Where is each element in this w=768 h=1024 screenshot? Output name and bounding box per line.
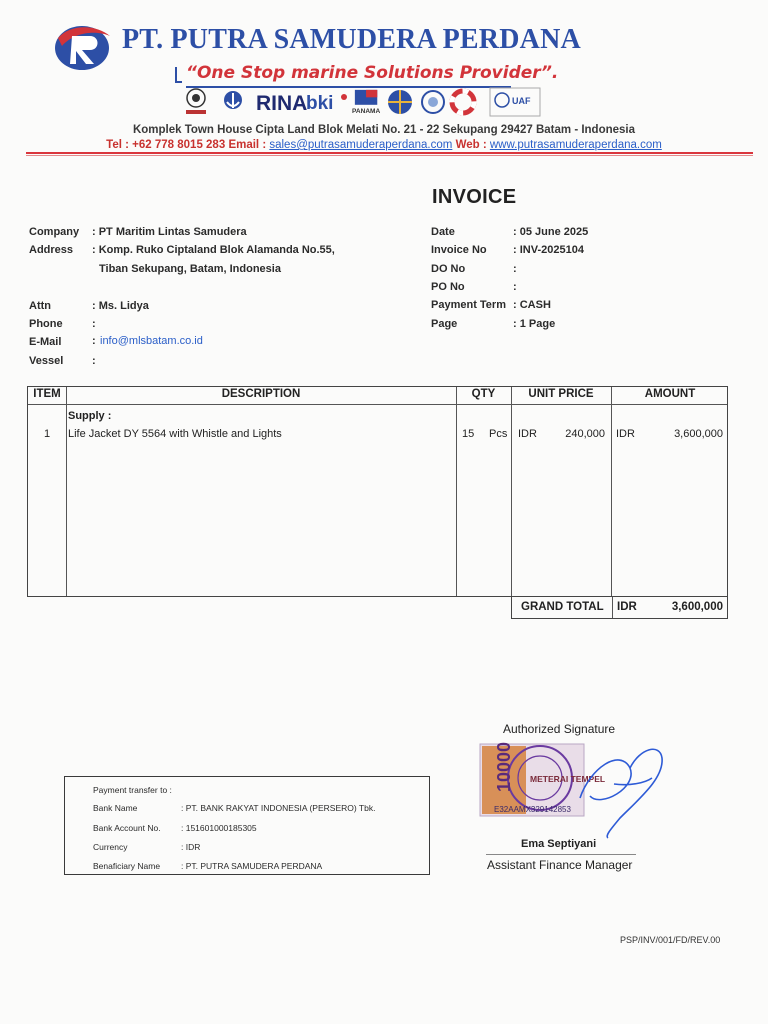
row-unit-price: 240,000 bbox=[565, 428, 605, 440]
page-label: Page bbox=[431, 318, 458, 330]
header-divider-thin bbox=[26, 155, 753, 156]
currency-label: Currency bbox=[93, 842, 128, 852]
col-header-amount: AMOUNT bbox=[644, 388, 696, 400]
panama-logo bbox=[350, 88, 384, 116]
beneficiary-name: : PT. PUTRA SAMUDERA PERDANA bbox=[181, 861, 323, 871]
do-number: : bbox=[513, 263, 517, 275]
bank-name-label: Bank Name bbox=[93, 803, 138, 813]
signer-title: Assistant Finance Manager bbox=[487, 858, 633, 872]
customer-vessel: : bbox=[92, 355, 96, 367]
phone-label: Phone bbox=[29, 318, 63, 330]
bki-logo bbox=[306, 88, 348, 116]
customer-address-line2: Tiban Sekupang, Batam, Indonesia bbox=[99, 263, 281, 275]
row-unit: Pcs bbox=[489, 428, 508, 440]
email-label: Email : bbox=[228, 139, 267, 151]
ri-na-logo bbox=[256, 88, 308, 116]
table-col-divider bbox=[66, 387, 67, 596]
invoice-no-label: Invoice No bbox=[431, 244, 487, 256]
company-logo-icon bbox=[52, 20, 114, 72]
bank-name: : PT. BANK RAKYAT INDONESIA (PERSERO) Tbk. bbox=[181, 803, 376, 813]
table-col-divider bbox=[456, 387, 457, 596]
col-header-unit-price: UNIT PRICE bbox=[528, 388, 594, 400]
section-label: Supply : bbox=[68, 410, 112, 422]
beneficiary-label: Benaficiary Name bbox=[93, 861, 161, 871]
stamp-value: 10000 bbox=[494, 741, 514, 792]
grand-total-amount: 3,600,000 bbox=[671, 601, 723, 613]
customer-company: : PT Maritim Lintas Samudera bbox=[92, 226, 247, 238]
items-table bbox=[27, 386, 728, 597]
table-header-rule bbox=[28, 404, 727, 405]
anchor-emblem-icon bbox=[218, 88, 248, 116]
company-contact-line bbox=[0, 139, 768, 151]
authorized-signature-label: Authorized Signature bbox=[503, 722, 616, 736]
ias-logo bbox=[490, 88, 540, 116]
customer-attn: : Ms. Lidya bbox=[92, 300, 149, 312]
row-description: Life Jacket DY 5564 with Whistle and Lights bbox=[68, 428, 282, 440]
classification-seal-icon bbox=[184, 88, 208, 116]
header-divider bbox=[26, 152, 753, 154]
company-tagline: “One Stop marine Solutions Provider”. bbox=[186, 63, 559, 83]
cert-panama-text: PANAMA bbox=[352, 108, 381, 116]
globe-emblem-icon bbox=[386, 88, 414, 116]
invoice-title: INVOICE bbox=[432, 186, 517, 208]
customer-address-line1: : Komp. Ruko Ciptaland Blok Alamanda No.55, bbox=[92, 244, 335, 256]
table-col-divider bbox=[611, 387, 612, 596]
date-label: Date bbox=[431, 226, 455, 238]
row-amount-currency: IDR bbox=[616, 428, 635, 440]
bank-account-label: Bank Account No. bbox=[93, 823, 161, 833]
col-header-qty: QTY bbox=[471, 388, 496, 400]
grand-total-label: GRAND TOTAL bbox=[521, 601, 604, 613]
company-name: PT. PUTRA SAMUDERA PERDANA bbox=[122, 24, 581, 55]
customer-phone: : bbox=[92, 318, 96, 330]
ilo-logo bbox=[420, 88, 446, 116]
table-col-divider bbox=[511, 387, 512, 596]
do-no-label: DO No bbox=[431, 263, 466, 275]
company-email-link[interactable]: sales@putrasamuderaperdana.com bbox=[269, 139, 453, 151]
address-label: Address bbox=[29, 244, 74, 256]
company-address: Komplek Town House Cipta Land Blok Melati No. 21 - 22 Sekupang 29427 Batam - Indonesia bbox=[132, 124, 636, 136]
signer-name: Ema Septiyani bbox=[521, 838, 597, 850]
attn-label: Attn bbox=[29, 300, 51, 312]
invoice-date: : 05 June 2025 bbox=[513, 226, 589, 238]
payment-details-box bbox=[64, 776, 430, 875]
company-web-link[interactable]: www.putrasamuderaperdana.com bbox=[489, 139, 662, 151]
document-code: PSP/INV/001/FD/REV.00 bbox=[620, 935, 721, 945]
company-label: Company bbox=[29, 226, 80, 238]
col-header-description: DESCRIPTION bbox=[221, 388, 301, 400]
customer-email-colon: : bbox=[92, 335, 96, 347]
payment-term: : CASH bbox=[513, 299, 551, 311]
invoice-number: : INV-2025104 bbox=[513, 244, 584, 256]
certification-logos bbox=[182, 88, 542, 118]
page-count: : 1 Page bbox=[513, 318, 556, 330]
handwritten-signature bbox=[560, 738, 670, 848]
payment-currency: : IDR bbox=[181, 842, 201, 852]
email-label: E-Mail bbox=[29, 336, 62, 348]
row-item-number: 1 bbox=[43, 428, 51, 440]
vessel-label: Vessel bbox=[29, 355, 64, 367]
po-no-label: PO No bbox=[431, 281, 465, 293]
signature-rule bbox=[486, 854, 636, 855]
tel-label: Tel : bbox=[106, 139, 129, 151]
cert-uaf-text: UAF bbox=[512, 96, 531, 106]
stamp-serial: E32AAMX329142853 bbox=[494, 805, 571, 814]
row-amount: 3,600,000 bbox=[674, 428, 723, 440]
payment-intro: Payment transfer to : bbox=[93, 785, 172, 795]
col-header-item: ITEM bbox=[33, 388, 61, 400]
web-label: Web : bbox=[455, 139, 487, 151]
stamp-text: METERAI TEMPEL bbox=[530, 774, 606, 784]
customer-email-link[interactable]: info@mlsbatam.co.id bbox=[100, 335, 203, 347]
payment-term-label: Payment Term bbox=[431, 299, 506, 311]
grand-total-currency: IDR bbox=[617, 601, 637, 613]
row-price-currency: IDR bbox=[518, 428, 537, 440]
cert-rina-text: RINA bbox=[256, 92, 308, 115]
bank-account-number: : 151601000185305 bbox=[181, 823, 257, 833]
po-number: : bbox=[513, 281, 517, 293]
row-qty: 15 bbox=[462, 428, 475, 440]
cert-bki-text: bki bbox=[306, 93, 334, 114]
tel-number: +62 778 8015 283 bbox=[132, 139, 226, 151]
tagline-bracket bbox=[175, 67, 182, 83]
lifebuoy-logo bbox=[450, 88, 476, 116]
grand-total-box bbox=[511, 597, 728, 619]
